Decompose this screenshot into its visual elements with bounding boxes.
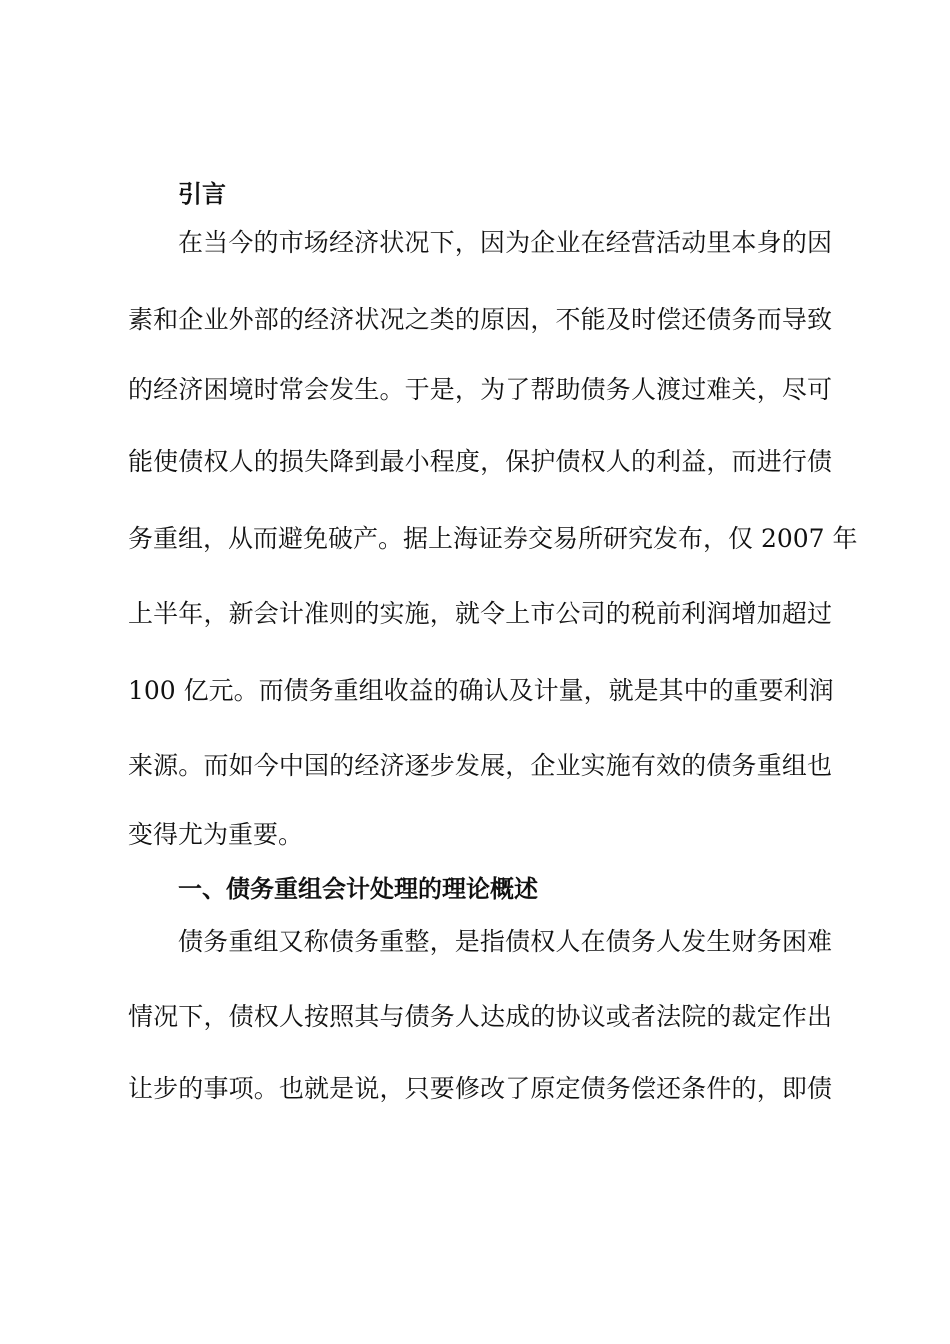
intro-line-7: 100 亿元。而债务重组收益的确认及计量，就是其中的重要利润	[128, 676, 834, 705]
intro-line-1: 在当今的市场经济状况下，因为企业在经营活动里本身的因	[178, 228, 832, 257]
intro-line-3: 的经济困境时常会发生。于是，为了帮助债务人渡过难关，尽可	[128, 375, 832, 404]
intro-line-5: 务重组，从而避免破产。据上海证券交易所研究发布，仅 2007 年	[128, 524, 858, 553]
intro-line-6: 上半年，新会计准则的实施，就令上市公司的税前利润增加超过	[128, 599, 832, 628]
section-1-heading: 一、债务重组会计处理的理论概述	[178, 875, 538, 903]
intro-line-9: 变得尤为重要。	[128, 820, 304, 849]
intro-heading: 引言	[178, 180, 226, 208]
section-1-line-2: 情况下，债权人按照其与债务人达成的协议或者法院的裁定作出	[128, 1002, 832, 1031]
intro-line-8: 来源。而如今中国的经济逐步发展，企业实施有效的债务重组也	[128, 751, 832, 780]
section-1-line-3: 让步的事项。也就是说，只要修改了原定债务偿还条件的，即债	[128, 1074, 832, 1103]
intro-line-2: 素和企业外部的经济状况之类的原因，不能及时偿还债务而导致	[128, 305, 832, 334]
intro-line-4: 能使债权人的损失降到最小程度，保护债权人的利益，而进行债	[128, 447, 832, 476]
section-1-line-1: 债务重组又称债务重整，是指债权人在债务人发生财务困难	[178, 927, 832, 956]
